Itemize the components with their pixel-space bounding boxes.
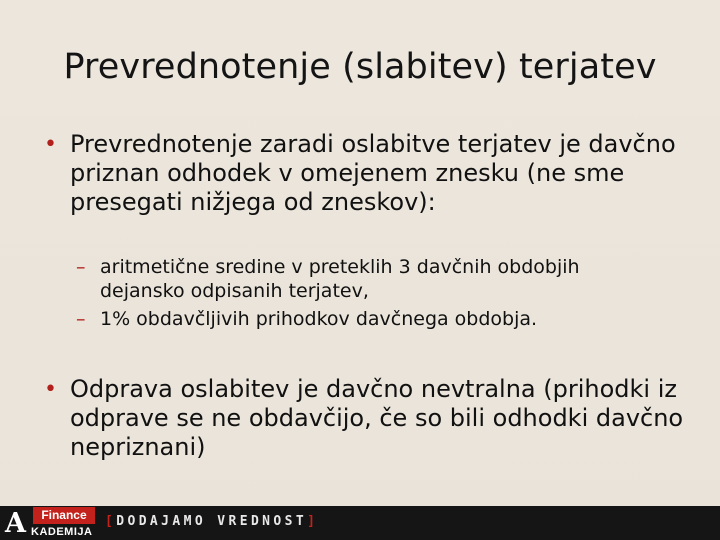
logo-finance-badge: Finance	[33, 507, 95, 524]
finance-akademija-logo	[3, 506, 103, 540]
sub-bullet-marker: –	[76, 256, 86, 278]
sub-bullet-text: aritmetične sredine v preteklih 3 davčnih obdobjih dejansko odpisanih terjatev,	[100, 256, 580, 302]
slogan	[105, 513, 318, 531]
sub-bullet-item	[76, 255, 636, 303]
slide-title: Prevrednotenje (slabitev) terjatev	[63, 47, 657, 87]
footer-bar	[0, 506, 720, 540]
sub-bullet-marker: –	[76, 308, 86, 330]
bullet-item	[44, 130, 684, 217]
sub-bullet-item	[76, 307, 636, 331]
slogan-close-bracket: ]	[307, 514, 319, 529]
sub-bullet-text: 1% obdavčljivih prihodkov davčnega obdobja.	[100, 308, 538, 330]
bullet-text: Prevrednotenje zaradi oslabitve terjatev je davčno priznan odhodek v omejenem znesku (ne sme presegati nižjega od zneskov):	[70, 130, 676, 216]
bullet-item	[44, 375, 684, 462]
bullet-marker: •	[44, 132, 57, 157]
logo-akademija-text: KADEMIJA	[31, 526, 93, 538]
slogan-open-bracket: [	[105, 514, 117, 529]
bullet-marker: •	[44, 377, 57, 402]
logo-letter: A	[5, 508, 26, 539]
slogan-text: DODAJAMO VREDNOST	[116, 514, 308, 529]
bullet-text: Odprava oslabitev je davčno nevtralna (prihodki iz odprave se ne obdavčijo, če so bili odhodki davčno nepriznani)	[70, 375, 684, 461]
